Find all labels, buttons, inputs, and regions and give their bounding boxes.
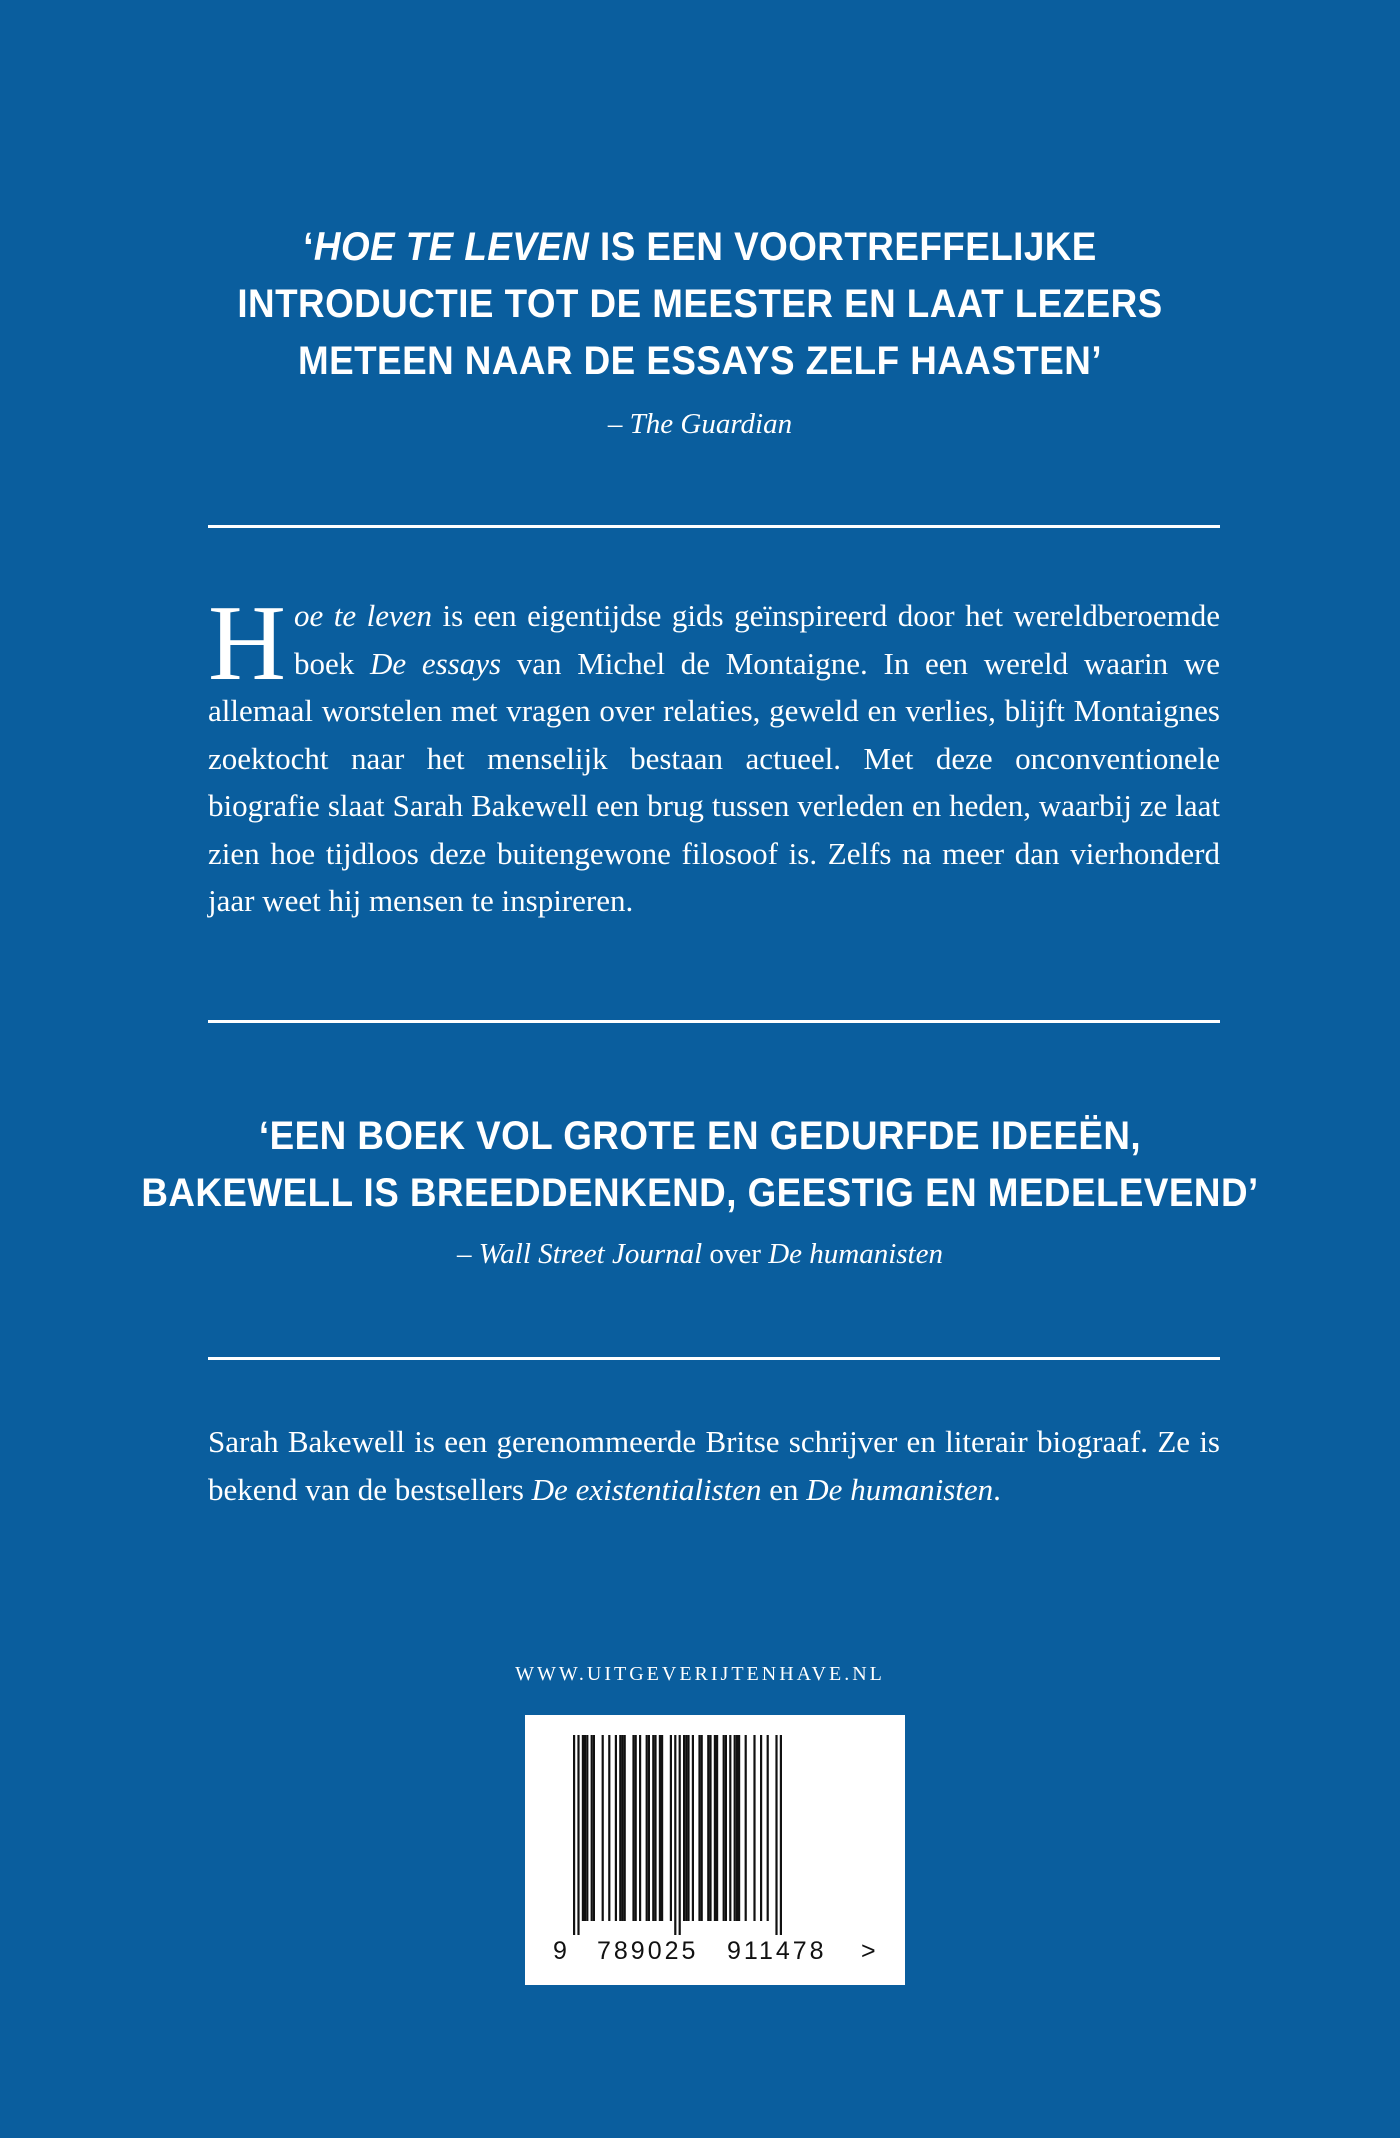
barcode-right-digits: 911478 (727, 1937, 827, 1965)
barcode-bar (714, 1735, 716, 1921)
barcode-bar (573, 1735, 575, 1935)
barcode-bar (586, 1735, 588, 1921)
divider-2 (208, 1020, 1220, 1023)
barcode-bar (670, 1735, 672, 1921)
barcode-bar (745, 1735, 747, 1921)
barcode-end-mark: > (861, 1937, 876, 1965)
top-quote-attribution: – The Guardian (607, 408, 793, 440)
barcode-bar (624, 1735, 626, 1921)
bio-book-1: De existentialisten (531, 1471, 762, 1507)
attribution-source: Wall Street Journal (478, 1238, 703, 1270)
barcode-bar (659, 1735, 661, 1921)
barcode-bar (767, 1735, 769, 1921)
publisher-url: WWW.UITGEVERIJTENHAVE.NL (515, 1663, 885, 1685)
barcode-bar (734, 1735, 736, 1921)
top-quote-line-1: ‘HOE TE LEVEN IS EEN VOORTREFFELIJKE (303, 225, 1097, 269)
barcode-bar (679, 1735, 681, 1935)
middle-quote-line-1: ‘EEN BOEK VOL GROTE EN GEDURFDE IDEEËN, (258, 1114, 1142, 1158)
barcode-bar (729, 1735, 731, 1921)
top-quote (0, 219, 1400, 390)
middle-quote-attribution: – Wall Street Journal over De humanisten (457, 1238, 943, 1270)
barcode-bar (582, 1735, 584, 1921)
barcode-bar (707, 1735, 709, 1921)
barcode-bars (525, 1715, 905, 1945)
barcode-bar (760, 1735, 762, 1921)
barcode-bar (648, 1735, 650, 1921)
middle-quote-line-2: BAKEWELL IS BREEDDENKEND, GEESTIG EN MEDELEVEND’ (141, 1171, 1259, 1215)
drop-cap: H (208, 584, 286, 703)
barcode-bar (619, 1735, 621, 1921)
barcode-left-digits: 789025 (597, 1937, 699, 1965)
barcode-bar (615, 1735, 617, 1921)
barcode-bar (593, 1735, 595, 1921)
barcode-bar (661, 1735, 663, 1921)
barcode-bar (639, 1735, 641, 1921)
barcode-bar (775, 1735, 777, 1935)
book-title-quote: HOE TE LEVEN (313, 225, 590, 269)
barcode-bar (698, 1735, 700, 1921)
barcode-bar (725, 1735, 727, 1921)
barcode-bar (577, 1735, 579, 1935)
barcode-bar (602, 1735, 604, 1921)
description-title: oe te leven (294, 598, 432, 633)
barcode-bar (753, 1735, 755, 1921)
barcode-bar (738, 1735, 740, 1921)
author-bio: Sarah Bakewell is een gerenommeerde Britse schrijver en literair biograaf. Ze is bekend van de bestsellers De existentialisten en De humanisten. (208, 1424, 1220, 1507)
top-quote-line-2: INTRODUCTIE TOT DE MEESTER EN LAAT LEZERS (237, 282, 1163, 326)
barcode-bar (687, 1735, 689, 1921)
barcode-bar (692, 1735, 694, 1921)
attribution-source: The Guardian (629, 408, 793, 440)
barcode-bar (683, 1735, 685, 1921)
barcode-first-digit: 9 (553, 1937, 567, 1965)
barcode-bar (621, 1735, 623, 1921)
attribution-book: De humanisten (768, 1238, 943, 1270)
barcode-bar (632, 1735, 634, 1921)
barcode-bar (584, 1735, 586, 1921)
barcode-digits (525, 1937, 905, 1973)
barcode-bar (685, 1735, 687, 1921)
barcode-bar (654, 1735, 656, 1921)
middle-quote (0, 1108, 1400, 1222)
barcode-bar (701, 1735, 703, 1921)
barcode-bar (709, 1735, 711, 1921)
barcode-bar (723, 1735, 725, 1921)
divider-1 (208, 525, 1220, 528)
divider-3 (208, 1357, 1220, 1360)
barcode-bar (674, 1735, 676, 1935)
book-description: Hoe te leven is een eigentijdse gids geïnspireerd door het wereldberoemde boek De essays van Michel de Montaigne. In een wereld waarin we allemaal worstelen met vragen over relaties, geweld en verlies, blijft Montaignes zoektocht naar het menselijk bestaan actueel. Met deze onconventionele biografie slaat Sarah Bakewell een brug tussen verleden en heden, waarbij ze laat zien hoe tijdloos deze buitengewone filosoof is. Zelfs na meer dan vierhonderd jaar weet hij mensen te inspireren. (208, 584, 1221, 918)
barcode-bar (780, 1735, 782, 1935)
barcode-bar (716, 1735, 718, 1921)
barcode-bar (608, 1735, 610, 1921)
description-book: De essays (369, 645, 502, 681)
isbn-barcode (525, 1715, 905, 1985)
bio-book-2: De humanisten (806, 1471, 994, 1507)
barcode-bar (646, 1735, 648, 1921)
barcode-bar (591, 1735, 593, 1921)
barcode-bar (736, 1735, 738, 1921)
barcode-bar (652, 1735, 654, 1921)
barcode-bar (635, 1735, 637, 1921)
top-quote-line-3: METEEN NAAR DE ESSAYS ZELF HAASTEN’ (298, 339, 1102, 383)
